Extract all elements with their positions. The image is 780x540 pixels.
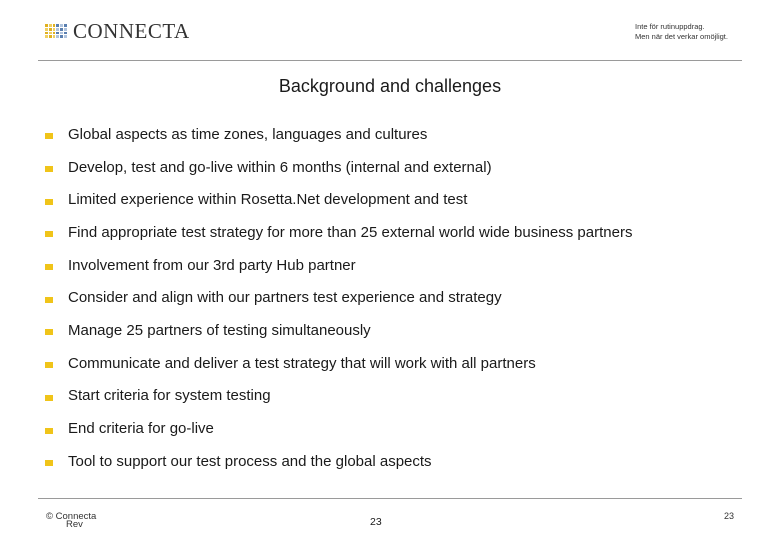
bullet-icon <box>45 297 53 303</box>
bullet-item <box>45 183 632 216</box>
logo-square <box>60 32 63 35</box>
footer-divider <box>38 498 742 499</box>
bullet-item <box>45 249 632 282</box>
logo-square <box>56 24 59 27</box>
logo-square <box>53 28 56 31</box>
bullet-text: Start criteria for system testing <box>68 387 271 405</box>
slide-title: Background and challenges <box>278 76 502 96</box>
logo-square <box>53 24 56 27</box>
bullet-list <box>45 118 632 478</box>
logo-square <box>60 28 63 31</box>
page-number-right: 23 <box>724 511 735 521</box>
logo-square <box>45 35 48 38</box>
bullet-icon <box>45 395 53 401</box>
bullet-text: End criteria for go-live <box>68 420 214 438</box>
logo-square <box>53 32 56 35</box>
bullet-item <box>45 151 632 184</box>
tagline <box>635 22 728 41</box>
bullet-item <box>45 118 632 151</box>
logo-square <box>56 28 59 31</box>
bullet-icon <box>45 166 53 172</box>
bullet-icon <box>45 362 53 368</box>
bullet-icon <box>45 329 53 335</box>
logo-square <box>49 28 52 31</box>
bullet-icon <box>45 199 53 205</box>
logo-square <box>64 35 67 38</box>
bullet-item <box>45 380 632 413</box>
logo-square <box>49 35 52 38</box>
bullet-icon <box>45 428 53 434</box>
logo-square <box>60 24 63 27</box>
tagline-line-1: Inte för rutinuppdrag. <box>635 22 705 31</box>
header-divider <box>38 60 742 61</box>
bullet-icon <box>45 133 53 139</box>
bullet-text: Consider and align with our partners test experience and strategy <box>68 289 502 307</box>
bullet-item <box>45 445 632 478</box>
connecta-logo-icon <box>45 24 67 38</box>
bullet-item <box>45 216 632 249</box>
bullet-icon <box>45 231 53 237</box>
logo-square <box>60 35 63 38</box>
bullet-icon <box>45 264 53 270</box>
logo-square <box>53 35 56 38</box>
logo-square <box>64 28 67 31</box>
bullet-text: Develop, test and go-live within 6 months (internal and external) <box>68 158 492 176</box>
logo-square <box>56 32 59 35</box>
bullet-item <box>45 347 632 380</box>
page-number-center: 23 <box>370 516 382 528</box>
logo-square <box>45 28 48 31</box>
logo-square <box>45 32 48 35</box>
revision-label: Rev <box>66 519 83 530</box>
copyright-text: © Connecta <box>46 511 97 522</box>
bullet-item <box>45 412 632 445</box>
connecta-logo <box>45 20 190 42</box>
logo-square <box>64 24 67 27</box>
bullet-icon <box>45 460 53 466</box>
logo-square <box>49 32 52 35</box>
bullet-text: Tool to support our test process and the global aspects <box>68 452 432 470</box>
bullet-item <box>45 314 632 347</box>
logo-square <box>56 35 59 38</box>
bullet-text: Limited experience within Rosetta.Net development and test <box>68 191 468 209</box>
bullet-text: Manage 25 partners of testing simultaneously <box>68 321 371 339</box>
logo-text: CONNECTA <box>73 18 190 43</box>
logo-square <box>64 32 67 35</box>
bullet-item <box>45 281 632 314</box>
logo-square <box>45 24 48 27</box>
bullet-text: Communicate and deliver a test strategy that will work with all partners <box>68 354 536 372</box>
logo-square <box>49 24 52 27</box>
bullet-text: Involvement from our 3rd party Hub partner <box>68 256 356 274</box>
tagline-line-2: Men när det verkar omöjligt. <box>635 31 728 41</box>
bullet-text: Global aspects as time zones, languages and cultures <box>68 125 428 143</box>
bullet-text: Find appropriate test strategy for more than 25 external world wide business partners <box>68 223 633 241</box>
